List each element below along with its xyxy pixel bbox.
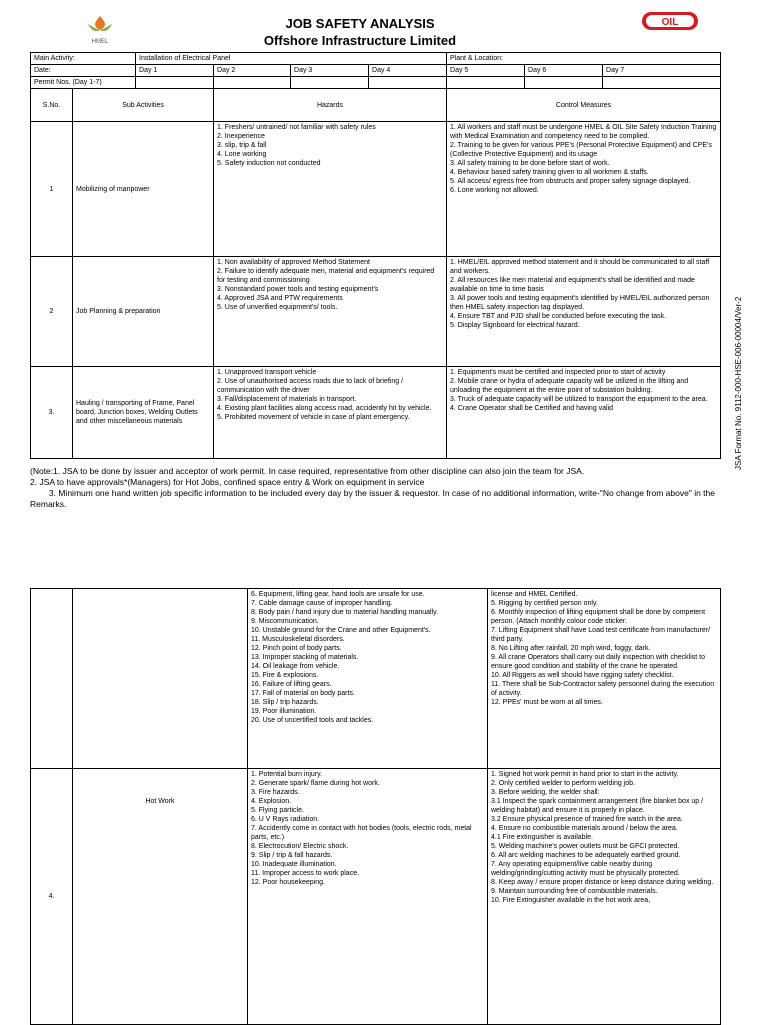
row-sno: 4.: [31, 769, 73, 1025]
hazard-item: 14. Oil leakage from vehicle.: [251, 663, 340, 670]
hazard-item: 13. Improper stacking of materials.: [251, 654, 359, 661]
col-sno: S.No.: [31, 89, 73, 122]
control-item: 1. Equipment's must be certified and inspected prior to start of activity: [450, 369, 666, 376]
hazard-item: 2. Inexperience: [217, 133, 265, 140]
hazard-item: 1. Unapproved transport vehicle: [217, 369, 317, 376]
control-item: 4. Behaviour based safety training given to all workmen & staffs.: [450, 169, 649, 176]
hazard-item: 4. Explosion.: [251, 798, 292, 805]
control-item: 1. Signed hot work permit in hand prior to start in the activity.: [491, 771, 679, 778]
hazard-item: 10. Inadequate illumination.: [251, 861, 337, 868]
control-item: 6. Monthly inspection of lifting equipment shall be done by competent person. (Attach monthly colour code sticker.: [491, 609, 706, 625]
control-item: 2. All resources like men material and equipment's shall be identified and made available on time to time basis: [450, 277, 695, 293]
hazard-item: 1. Freshers/ untrained/ not familiar with safety rules: [217, 124, 376, 131]
control-item: 11. There shall be Sub-Contractor safety personnel during the execution of activity.: [491, 681, 715, 697]
hazard-item: 6. U V Rays radiation.: [251, 816, 320, 823]
hazard-item: 3. Nonstandard power tools and testing equipment's: [217, 286, 379, 293]
hazard-item: 4. Existing plant facilities along access road, accidently hit by vehicle.: [217, 405, 432, 412]
hazard-item: 5. Prohibited movement of vehicle in case of plant emergency.: [217, 414, 410, 421]
hazard-item: 12. Poor housekeeping.: [251, 879, 325, 886]
note-line: 2. JSA to have approvals*(Managers) for Hot Jobs, confined space entry & Work on equipment in service: [30, 477, 425, 487]
permit-cell: [525, 77, 603, 89]
hazard-item: 4. Approved JSA and PTW requirements: [217, 295, 343, 302]
row-hazards: [248, 769, 488, 1025]
row-controls: [447, 122, 721, 257]
format-number: JSA Format No. 9112-000-HSE-006-00004/Ver-2: [734, 296, 743, 470]
permit-cell: [603, 77, 721, 89]
permit-cell: [369, 77, 447, 89]
permit-cell: [214, 77, 291, 89]
control-item: 3. All power tools and testing equipment's identified by HMEL/EIL authorized person then HMEL safety inspection tag displayed.: [450, 295, 710, 311]
control-item: 3.1 Inspect the spark containment arrangement (fire blanket box up / welding habitat) and ensure it is properly in place.: [491, 798, 704, 814]
hazard-item: 20. Use of uncertified tools and tackles.: [251, 717, 374, 724]
hazard-item: 16. Failure of lifting gears.: [251, 681, 332, 688]
row-hazards: [214, 257, 447, 367]
hmel-logo-text: HMEL: [91, 39, 109, 45]
permit-cell: [291, 77, 369, 89]
hazard-item: 19. Poor illumination.: [251, 708, 317, 715]
row-hazards: [248, 589, 488, 769]
hazard-item: 5. Flying particle.: [251, 807, 304, 814]
hazard-item: 10. Unstable ground for the Crane and other Equipment's.: [251, 627, 431, 634]
hazard-item: 9. Miscommunication.: [251, 618, 319, 625]
hazard-item: 9. Slip / trip & fall hazards.: [251, 852, 333, 859]
control-item: 9. Maintain surrounding free of combustible materials.: [491, 888, 658, 895]
row-hazards: [214, 122, 447, 257]
date-label: Date:: [31, 65, 136, 77]
row-controls: [488, 769, 721, 1025]
hazard-item: 5. Use of unverified equipment's/ tools.: [217, 304, 338, 311]
control-item: 7. Any operating equipment/live cable nearby during welding/grinding/cutting activity must be physically protected.: [491, 861, 680, 877]
control-item: 1. All workers and staff must be undergone HMEL & OIL Site Safety Induction Training with Medical Examination and competency need to be complied.: [450, 124, 717, 140]
hazard-item: 7. Cable damage cause of improper handling.: [251, 600, 393, 607]
hazard-item: 15. Fire & explosions.: [251, 672, 319, 679]
row-sub-activity: [73, 589, 248, 769]
control-item: 3.2 Ensure physical presence of trained fire watch in the area.: [491, 816, 683, 823]
permit-cell: [447, 77, 525, 89]
hazard-item: 1. Potential burn injury.: [251, 771, 323, 778]
control-item: 9. All crane Operators shall carry out daily inspection with checklist to ensure good condition and stability of the crane he operated.: [491, 654, 705, 670]
day-cell: Day 4: [369, 65, 447, 77]
hazard-item: 2. Use of unauthorised access roads due to lack of briefing / communication with the driver: [217, 378, 404, 394]
row-sub-activity: Mobilizing of manpower: [73, 122, 214, 257]
row-hazards: [214, 367, 447, 459]
hazard-item: 7. Accidently come in contact with hot bodies (tools, electric rods, metal parts, etc.): [251, 825, 472, 841]
row-sno: 1: [31, 122, 73, 257]
hazard-item: 3. Fall/displacement of materials in transport.: [217, 396, 357, 403]
control-item: 7. Lifting Equipment shall have Load test certificate from manufacturer/ third party.: [491, 627, 711, 643]
hazard-item: 11. Musculoskeletal disorders.: [251, 636, 345, 643]
jsa-table-page2: [30, 588, 721, 1025]
hazard-item: 3. slip, trip & fall: [217, 142, 267, 149]
control-item: 5. Welding machine's power outlets must be GFCI protected.: [491, 843, 680, 850]
col-sub-activities: Sub Activities: [73, 89, 214, 122]
day-cell: Day 5: [447, 65, 525, 77]
row-controls: [447, 257, 721, 367]
control-item: 4. Ensure no combustible materials around / below the area.: [491, 825, 678, 832]
hazard-item: 4. Lone working: [217, 151, 267, 158]
control-item: 10. All Riggers as well should have rigging safety checklist.: [491, 672, 674, 679]
control-item: 2. Only certified welder to perform welding job.: [491, 780, 635, 787]
control-item: 12. PPEs' must be worn at all times.: [491, 699, 603, 706]
row-sno: [31, 589, 73, 769]
hazard-item: 18. Slip / trip hazards.: [251, 699, 319, 706]
jsa-table-page1: [30, 52, 721, 459]
control-item: 4.1 Fire extinguisher is available.: [491, 834, 593, 841]
hazard-item: 2. Failure to identify adequate men, material and equipment's required for testing and commissioning: [217, 268, 435, 284]
control-item: license and HMEL Certified.: [491, 591, 578, 598]
control-item: 8. No Lifting after rainfall, 20 mph wind, foggy, dark.: [491, 645, 651, 652]
control-item: 1. HMEL/EIL approved method statement and it should be communicated to all staff and workers.: [450, 259, 710, 275]
hazard-item: 8. Body pain / hand injury due to material handling manually.: [251, 609, 439, 616]
day-cell: Day 2: [214, 65, 291, 77]
day-cell: Day 6: [525, 65, 603, 77]
permit-cell: [136, 77, 214, 89]
plant-location-label: Plant & Location:: [447, 53, 721, 65]
hazard-item: 3. Fire hazards.: [251, 789, 300, 796]
control-item: 3. Truck of adequate capacity will be utilized to transport the equipment to the area.: [450, 396, 708, 403]
row-sub-activity: Hauling / transporting of Frame, Panel board, Junction boxes, Welding Outlets and other miscellaneous materials: [73, 367, 214, 459]
row-sub-activity: Job Planning & preparation: [73, 257, 214, 367]
control-item: 10. Fire Extinguisher available in the hot work area,: [491, 897, 651, 904]
control-item: 8. Keep away / ensure proper distance or keep distance during welding.: [491, 879, 714, 886]
hazard-item: 1. Non availability of approved Method Statement: [217, 259, 370, 266]
row-sno: 3.: [31, 367, 73, 459]
control-item: 3. All safety training to be done before start of work.: [450, 160, 610, 167]
control-item: 5. Display Signboard for electrical hazard.: [450, 322, 580, 329]
control-item: 5. Rigging by certified person only.: [491, 600, 598, 607]
row-controls: [488, 589, 721, 769]
control-item: 4. Ensure TBT and PJD shall be conducted before executing the task.: [450, 313, 667, 320]
note-line: (Note:1. JSA to be done by issuer and acceptor of work permit. In case required, representative from other discipline can also join the team for JSA.: [30, 466, 585, 476]
control-item: 2. Mobile crane or hydra of adequate capacity will be utilized in the lifting and unloading the equipment at the entire point of substation building.: [450, 378, 689, 394]
hazard-item: 5. Safety induction not conducted: [217, 160, 321, 167]
document-title: JOB SAFETY ANALYSIS: [285, 16, 435, 31]
control-item: 3. Before welding, the welder shall:: [491, 789, 600, 796]
control-item: 5. All access/ egress free from obstructs and proper safety signage displayed.: [450, 178, 691, 185]
hazard-item: 17. Fall of material on body parts.: [251, 690, 355, 697]
row-controls: [447, 367, 721, 459]
note-line: 3. Minimum one hand written job specific information to be included every day by the issuer & requestor. In case of no additional information, write-"No change from above" in the Remarks.: [30, 488, 718, 509]
hazard-item: 11. Improper access to work place.: [251, 870, 360, 877]
day-cell: Day 3: [291, 65, 369, 77]
permit-label: Permit Nos. (Day 1-7): [31, 77, 136, 89]
control-item: 4. Crane Operator shall be Certified and having valid: [450, 405, 614, 412]
notes-section: [30, 466, 730, 510]
control-item: 6. Lone working not allowed.: [450, 187, 539, 194]
control-item: 6. All arc welding machines to be adequately earthed ground.: [491, 852, 681, 859]
day-cell: Day 1: [136, 65, 214, 77]
main-activity-label: Main Activity:: [31, 53, 136, 65]
col-control-measures: Control Measures: [447, 89, 721, 122]
hazard-item: 8. Electrocution/ Electric shock.: [251, 843, 349, 850]
control-item: 2. Training to be given for various PPE's (Personal Protective Equipment) and CPE's (Collective Protective Equipment) and its usage: [450, 142, 712, 158]
hazard-item: 6. Equipment, lifting gear, hand tools are unsafe for use.: [251, 591, 425, 598]
hazard-item: 2. Generate spark/ flame during hot work.: [251, 780, 380, 787]
main-activity-value: Installation of Electrical Panel: [136, 53, 447, 65]
day-cell: Day 7: [603, 65, 721, 77]
oil-logo-text: OIL: [661, 17, 679, 28]
col-hazards: Hazards: [214, 89, 447, 122]
row-sno: 2: [31, 257, 73, 367]
hazard-item: 12. Pinch point of body parts.: [251, 645, 342, 652]
document-subtitle: Offshore Infrastructure Limited: [263, 33, 457, 48]
row-sub-activity: Hot Work: [73, 769, 248, 1025]
